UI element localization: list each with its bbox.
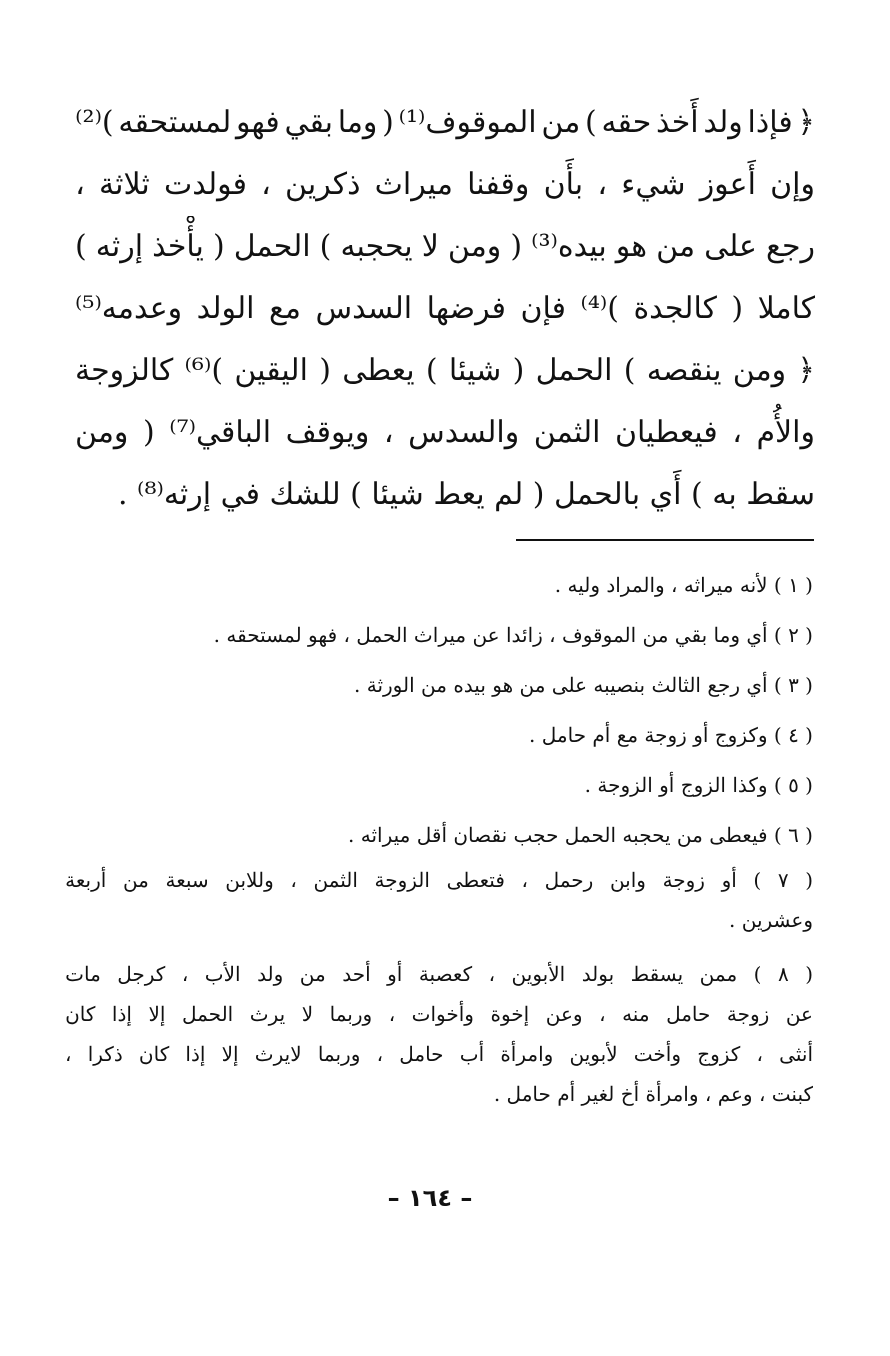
word: لأبوين xyxy=(569,1042,618,1066)
word: إذا xyxy=(111,1002,132,1026)
word: ، xyxy=(75,167,85,202)
word: يسقط xyxy=(630,962,684,986)
word: ، xyxy=(261,167,271,202)
footnote-1: ( ١ ) لأنه ميراثه ، والمراد وليه . xyxy=(554,573,813,597)
word: ممن xyxy=(699,962,738,986)
word: والسدس xyxy=(408,415,520,450)
word: ، xyxy=(376,1042,384,1066)
word: الثمن xyxy=(313,868,358,892)
word: سبعة xyxy=(165,868,209,892)
word: فهو xyxy=(236,105,280,140)
word: من xyxy=(122,868,149,892)
footnote-gap xyxy=(65,940,813,954)
footnotes-block xyxy=(65,560,813,1114)
word: ، xyxy=(521,868,528,892)
word: الموقوف⁽¹⁾ xyxy=(398,105,537,140)
word: ولد xyxy=(257,962,284,986)
word: الولد xyxy=(196,291,255,326)
word: ﴿ xyxy=(797,353,815,388)
word: الباقي⁽⁷⁾ xyxy=(169,415,272,450)
word: أنثى xyxy=(779,1042,813,1066)
word: ، xyxy=(181,962,189,986)
word: ( xyxy=(510,229,523,264)
word: )⁽⁶⁾ xyxy=(184,353,224,388)
word: ) xyxy=(753,868,762,892)
footnote-8-line xyxy=(65,954,813,994)
main-text-line xyxy=(75,340,815,402)
word: أو xyxy=(387,962,403,986)
word: السدس xyxy=(315,291,413,326)
word: ومن xyxy=(447,229,502,264)
word: ، xyxy=(488,962,496,986)
word: كالجدة xyxy=(633,291,717,326)
footnote-7-line xyxy=(65,860,813,900)
word: الحمل xyxy=(233,229,311,264)
word: ويوقف xyxy=(285,415,370,450)
word: يأْخذ xyxy=(152,229,204,264)
word: يعطى xyxy=(342,353,415,388)
word: حامل xyxy=(666,1002,711,1026)
word: ( xyxy=(382,105,394,140)
footnote-8-line xyxy=(65,994,813,1034)
word: ٨ xyxy=(777,962,789,986)
word: ، xyxy=(732,415,742,450)
word: فتعطى xyxy=(446,868,505,892)
word: زوجة xyxy=(726,1002,770,1026)
word: ميراث xyxy=(374,167,453,202)
word: والأُم xyxy=(756,415,815,450)
word: هو xyxy=(615,229,648,264)
footnote-5: ( ٥ ) وكذا الزوج أو الزوجة . xyxy=(584,773,813,797)
word: شيء xyxy=(621,167,686,202)
footnote-3: ( ٣ ) أي رجع الثالث بنصيبه على من هو بيده من الورثة . xyxy=(354,673,813,697)
word: كالزوجة xyxy=(75,353,174,388)
word: وأخت xyxy=(633,1042,682,1066)
word: كعصبة xyxy=(418,962,473,986)
word: فولدت xyxy=(163,167,247,202)
word: من xyxy=(299,962,326,986)
word: إلا xyxy=(148,1002,166,1026)
word: ﴿ xyxy=(797,105,815,140)
word: بأَن xyxy=(543,167,584,202)
footnote-7-line: وعشرين . xyxy=(729,908,813,932)
word: فرضها xyxy=(426,291,506,326)
main-text-line xyxy=(75,402,815,464)
word: عن xyxy=(785,1002,813,1026)
word: الأبوين xyxy=(511,962,566,986)
word: وربما xyxy=(329,1002,373,1026)
word: ومن xyxy=(732,353,787,388)
word: فيعطيان xyxy=(615,415,718,450)
word: أو xyxy=(721,868,737,892)
main-text-line xyxy=(75,464,815,526)
word: ذكرا xyxy=(87,1042,123,1066)
word: ، xyxy=(756,1042,763,1066)
word: ذكرين xyxy=(285,167,361,202)
word: )⁽²⁾ xyxy=(75,105,114,140)
word: حقه xyxy=(601,105,652,140)
word: مع xyxy=(268,291,302,326)
word: بيده⁽³⁾ xyxy=(531,229,607,264)
word: )⁽⁴⁾ xyxy=(580,291,619,326)
word: فإذا xyxy=(747,105,793,140)
word: منه xyxy=(622,1002,650,1026)
word: إلا xyxy=(221,1042,239,1066)
word: الزوجة xyxy=(374,868,430,892)
word: وابن xyxy=(609,868,646,892)
page-number: – ١٦٤ – xyxy=(387,1184,473,1212)
word: وما xyxy=(337,105,378,140)
word: زوجة xyxy=(662,868,705,892)
word: وإن xyxy=(770,167,815,202)
main-text-line xyxy=(75,278,815,340)
word: شيئا xyxy=(448,353,502,388)
word: أربعة xyxy=(65,868,107,892)
word: كان xyxy=(65,1002,96,1026)
word: ينقصه xyxy=(646,353,722,388)
word: لا xyxy=(301,1002,314,1026)
word: ) xyxy=(425,353,438,388)
word: ، xyxy=(65,1042,72,1066)
word: ( xyxy=(142,415,155,450)
word: كرجل xyxy=(117,962,166,986)
word: ، xyxy=(290,868,297,892)
word: فإن xyxy=(520,291,566,326)
word: ) xyxy=(319,229,332,264)
word: لمستحقه xyxy=(118,105,232,140)
word: وامرأة xyxy=(500,1042,554,1066)
word: وقفنا xyxy=(467,167,530,202)
word: ) xyxy=(753,962,762,986)
word: ( xyxy=(805,868,813,892)
footnote-4: ( ٤ ) وكزوج أو زوجة مع أم حامل . xyxy=(529,723,813,747)
main-text-block xyxy=(75,92,815,526)
footnote-6: ( ٦ ) فيعطى من يحجبه الحمل حجب نقصان أقل ميراثه . xyxy=(348,823,813,847)
word: لا xyxy=(421,229,439,264)
word: ( xyxy=(319,353,331,388)
word: اليقين xyxy=(234,353,308,388)
word: الحمل xyxy=(181,1002,234,1026)
word: بولد xyxy=(581,962,615,986)
word: الثمن xyxy=(533,415,601,450)
word: رجع xyxy=(766,229,815,264)
word: ثلاثة xyxy=(99,167,150,202)
word: بقي xyxy=(284,105,333,140)
footnote-8 xyxy=(65,954,813,1114)
word: أَخذ xyxy=(656,105,699,140)
word: وأخوات xyxy=(411,1002,474,1026)
word: حامل xyxy=(399,1042,444,1066)
word: كاملا xyxy=(757,291,815,326)
word: على xyxy=(704,229,757,264)
main-text-line xyxy=(75,154,815,216)
word: ) xyxy=(75,229,87,264)
main-text-line xyxy=(75,216,815,278)
word: ) xyxy=(623,353,636,388)
word: أحد xyxy=(342,962,371,986)
word: ، xyxy=(599,1002,606,1026)
footnote-8-line xyxy=(65,1034,813,1074)
word: إخوة xyxy=(490,1002,530,1026)
word: مات xyxy=(65,962,101,986)
word: ، xyxy=(383,415,394,450)
word: ( xyxy=(731,291,744,326)
word: ومن xyxy=(75,415,129,450)
word: وعن xyxy=(545,1002,583,1026)
word: رحمل xyxy=(544,868,594,892)
word: ولد xyxy=(703,105,743,140)
word: الأب xyxy=(204,962,241,986)
footnote-7 xyxy=(65,860,813,940)
word: إرثه xyxy=(95,229,144,264)
word: وربما xyxy=(317,1042,361,1066)
word: ( xyxy=(805,962,813,986)
word: ، xyxy=(597,167,607,202)
word: الحمل xyxy=(535,353,613,388)
word: أَعوز xyxy=(699,167,756,202)
word: وعدمه⁽⁵⁾ xyxy=(75,291,183,326)
word: ٧ xyxy=(777,868,789,892)
word: إذا xyxy=(185,1042,206,1066)
footnote-divider xyxy=(516,539,814,541)
word: يحجبه xyxy=(340,229,413,264)
main-text-line xyxy=(75,92,815,154)
word: ( xyxy=(512,353,525,388)
word: يرث xyxy=(249,1002,286,1026)
main-text-line-content: سقط به ) أَي بالحمل ( لم يعط شيئا ) للشك في إرثه⁽⁸⁾ . xyxy=(117,477,815,512)
word: من xyxy=(541,105,581,140)
footnote-2: ( ٢ ) أي وما بقي من الموقوف ، زائدا عن ميراث الحمل ، فهو لمستحقه . xyxy=(213,623,813,647)
word: ) xyxy=(585,105,597,140)
footnote-8-line: كبنت ، وعم ، وامرأة أخ لغير أم حامل . xyxy=(493,1082,813,1106)
word: كان xyxy=(138,1042,170,1066)
word: ، xyxy=(388,1002,396,1026)
word: أب xyxy=(459,1042,485,1066)
word: لايرث xyxy=(254,1042,302,1066)
word: من xyxy=(656,229,696,264)
word: وللابن xyxy=(225,868,274,892)
word: كزوج xyxy=(697,1042,741,1066)
word: ( xyxy=(212,229,225,264)
